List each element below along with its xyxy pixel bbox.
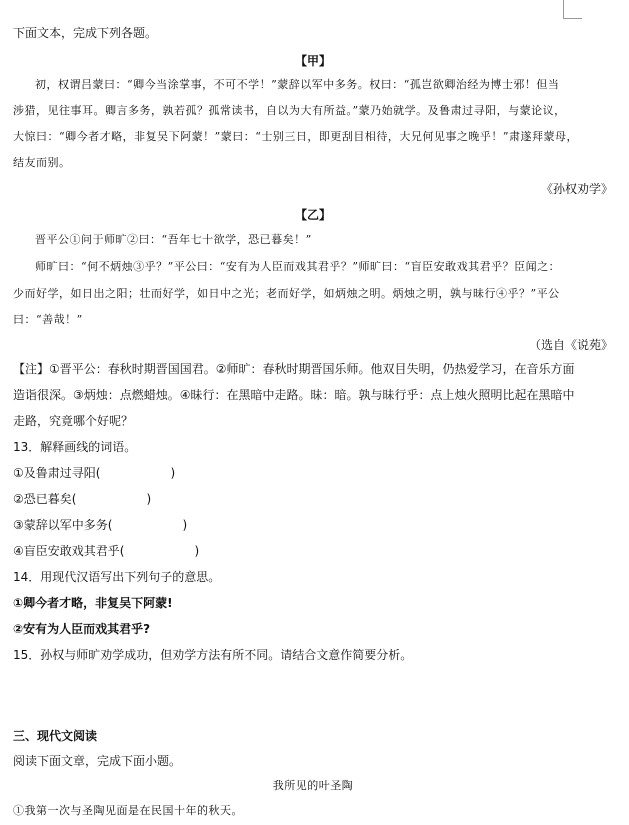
section-3-instruction: 阅读下面文章，完成下面小题。 [13, 754, 182, 768]
section-3-heading: 三、现代文阅读 [13, 729, 98, 743]
text-b-line: 曰：“善哉！” [13, 313, 83, 326]
note-line: 走路，究竟哪个好呢？ [13, 414, 134, 428]
text-a-line: 结友而别。 [13, 156, 71, 169]
text-a-line: 大惊曰：“卿今者才略，非复吴下阿蒙！”蒙曰：“士别三日，即更刮目相待，大兄何见事之晚乎！”肃遂拜蒙母， [13, 130, 578, 143]
article-title: 我所见的叶圣陶 [272, 779, 354, 792]
question-15-prompt: 15．孙权与师旷劝学成功，但劝学方法有所不同。请结合文意作简要分析。 [13, 648, 413, 662]
text-b-line: 晋平公①问于师旷②曰：“吾年七十欲学，恐已暮矣！” [35, 233, 312, 246]
question-14-item: ①卿今者才略，非复吴下阿蒙! [13, 596, 173, 610]
question-13-prompt: 13．解释画线的词语。 [13, 440, 137, 454]
text-b-line: 师旷曰：“何不炳烛③乎？”平公曰：“安有为人臣而戏其君乎？”师旷曰：“盲臣安敢戏其君乎？臣闻之： [35, 260, 561, 273]
text-a-line: 涉猎，见往事耳。卿言多务，孰若孤？孤常读书，自以为大有所益。”蒙乃始就学。及鲁肃过寻阳，与蒙论议， [13, 104, 566, 117]
text-a-line: 初，权谓吕蒙曰：“卿今当涂掌事，不可不学！”蒙辞以军中多务。权曰：“孤岂欲卿治经为博士邪！但当 [35, 78, 560, 91]
text-a-source: 《孙权劝学》 [540, 182, 613, 196]
question-13-item: ③蒙辞以军中多务( ) [13, 518, 188, 532]
text-b-source: （选自《说苑》 [528, 338, 613, 352]
question-13-item: ①及鲁肃过寻阳( ) [13, 466, 176, 480]
question-13-item: ④盲臣安敢戏其君乎( ) [13, 544, 200, 558]
note-line: 造诣很深。③炳烛：点燃蜡烛。④昧行：在黑暗中走路。昧：暗。孰与昧行乎：点上烛火照明比起在黑暗中 [13, 388, 575, 402]
question-14-item: ②安有为人臣而戏其君乎? [13, 622, 151, 636]
article-first-line: ①我第一次与圣陶见面是在民国十年的秋天。 [13, 804, 243, 817]
question-14-prompt: 14．用现代汉语写出下列句子的意思。 [13, 570, 221, 584]
text-b-line: 少而好学，如日出之阳；壮而好学，如日中之光；老而好学，如炳烛之明。炳烛之明，孰与昧行④乎？”平公 [13, 287, 560, 300]
page-corner-mark [563, 0, 582, 19]
intro-text: 下面文本，完成下列各题。 [13, 26, 158, 40]
note-line: 【注】①晋平公：春秋时期晋国国君。②师旷：春秋时期晋国乐师。他双目失明，仍热爱学习，在音乐方面 [13, 362, 575, 376]
text-a-heading: 【甲】 [294, 54, 331, 68]
question-13-item: ②恐已暮矣( ) [13, 492, 152, 506]
text-b-heading: 【乙】 [294, 208, 331, 222]
